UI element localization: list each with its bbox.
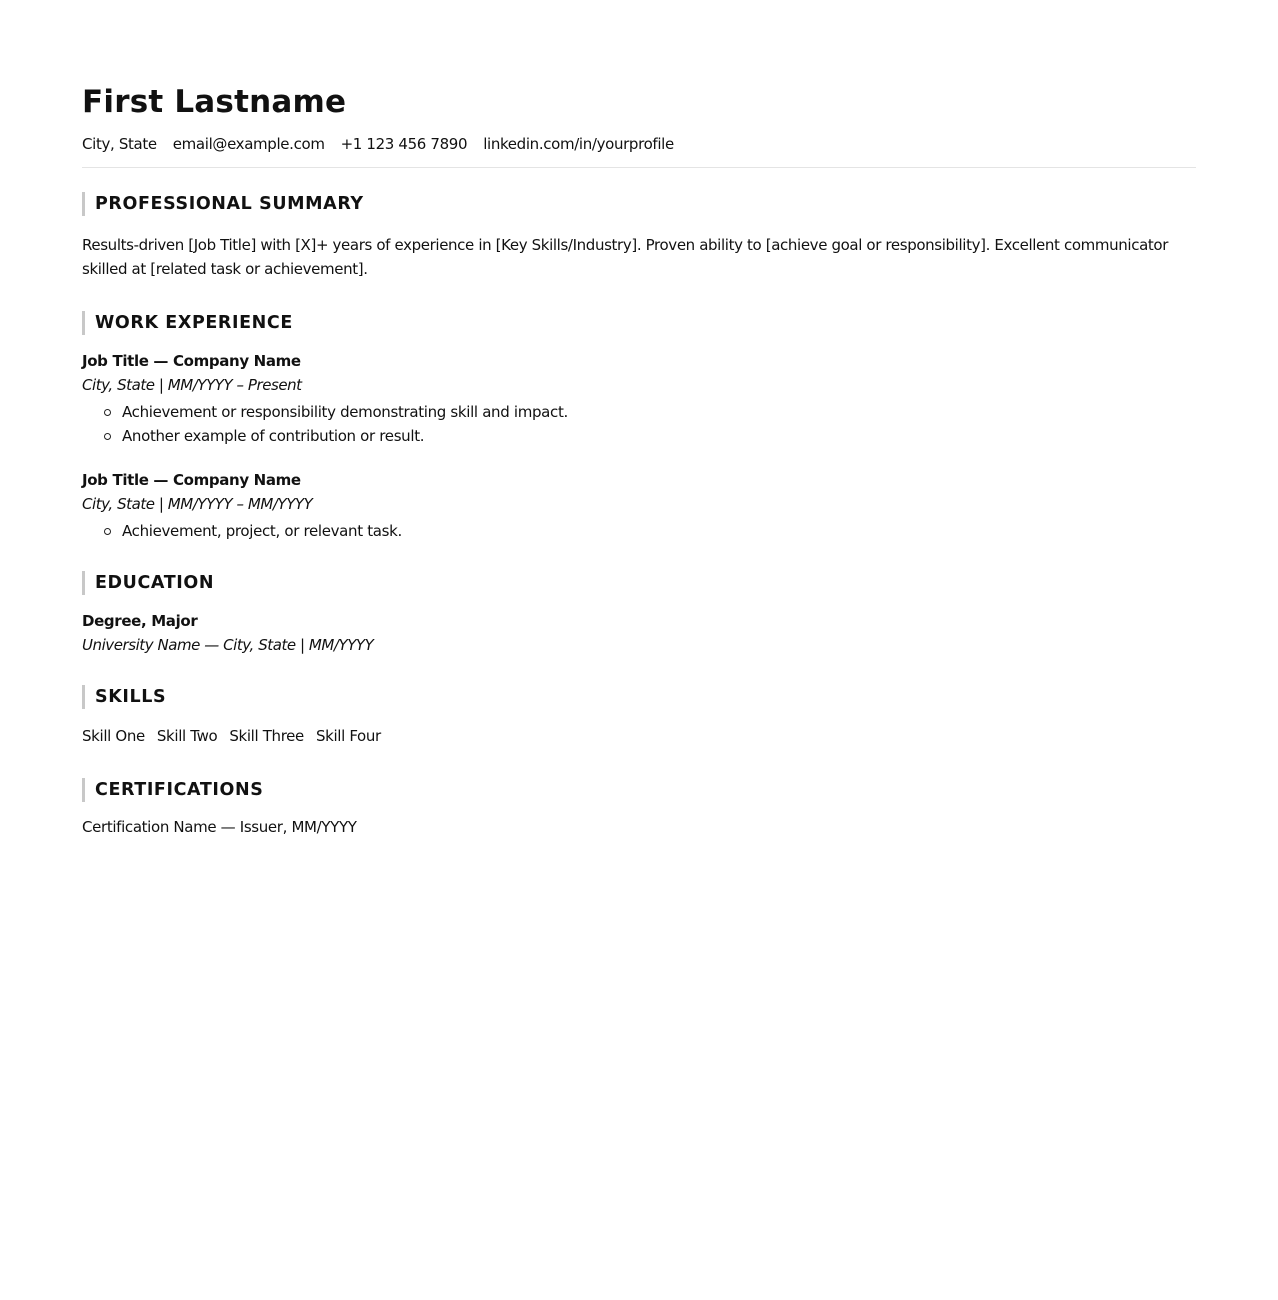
job-title: Job Title — Company Name [82,471,301,489]
candidate-name: First Lastname [82,84,347,120]
job-meta: City, State | MM/YYYY – MM/YYYY [82,495,313,513]
job-entry [82,468,1196,543]
contact-email: email@example.com [172,135,325,153]
header-divider [82,167,1196,168]
section-title: EDUCATION [82,571,1196,595]
section-title: PROFESSIONAL SUMMARY [82,192,1196,216]
hollow-circle-bullet-icon [104,409,111,416]
section-title: SKILLS [82,685,1196,709]
list-item [104,519,1196,543]
contact-linkedin: linkedin.com/in/yourprofile [483,135,674,153]
job-meta: City, State | MM/YYYY – Present [82,376,302,394]
certification-item: Certification Name — Issuer, MM/YYYY [82,818,357,836]
bullet-text: Achievement, project, or relevant task. [122,522,402,540]
bullet-text: Another example of contribution or result. [122,427,425,445]
education-details: University Name — City, State | MM/YYYY [82,636,374,654]
contact-location: City, State [82,135,157,153]
education-entry [82,609,1196,657]
section-education [82,571,1196,657]
list-item [104,424,1196,448]
section-professional-summary [82,192,1196,281]
bullet-text: Achievement or responsibility demonstrating skill and impact. [122,403,568,421]
section-title: CERTIFICATIONS [82,778,1196,802]
hollow-circle-bullet-icon [104,433,111,440]
degree: Degree, Major [82,612,198,630]
job-title: Job Title — Company Name [82,352,301,370]
section-skills [82,685,1196,748]
skill-item: Skill Three [229,727,304,745]
skill-item: Skill Two [156,727,218,745]
resume-header [82,82,1196,168]
skills-list [82,724,1196,748]
job-bullets [82,519,1196,543]
section-title: WORK EXPERIENCE [82,311,1196,335]
job-entry [82,349,1196,448]
skill-item: Skill One [82,727,145,745]
contact-line [82,134,1196,154]
list-item [104,400,1196,424]
hollow-circle-bullet-icon [104,528,111,535]
skill-item: Skill Four [315,727,381,745]
section-certifications [82,778,1196,839]
job-bullets [82,400,1196,448]
contact-phone: +1 123 456 7890 [340,135,468,153]
section-work-experience [82,311,1196,543]
summary-text: Results-driven [Job Title] with [X]+ years of experience in [Key Skills/Industry]. Proven ability to [achieve goal or responsibility]. Excellent communicator skilled at [related task or achievement]. [82,236,1169,278]
